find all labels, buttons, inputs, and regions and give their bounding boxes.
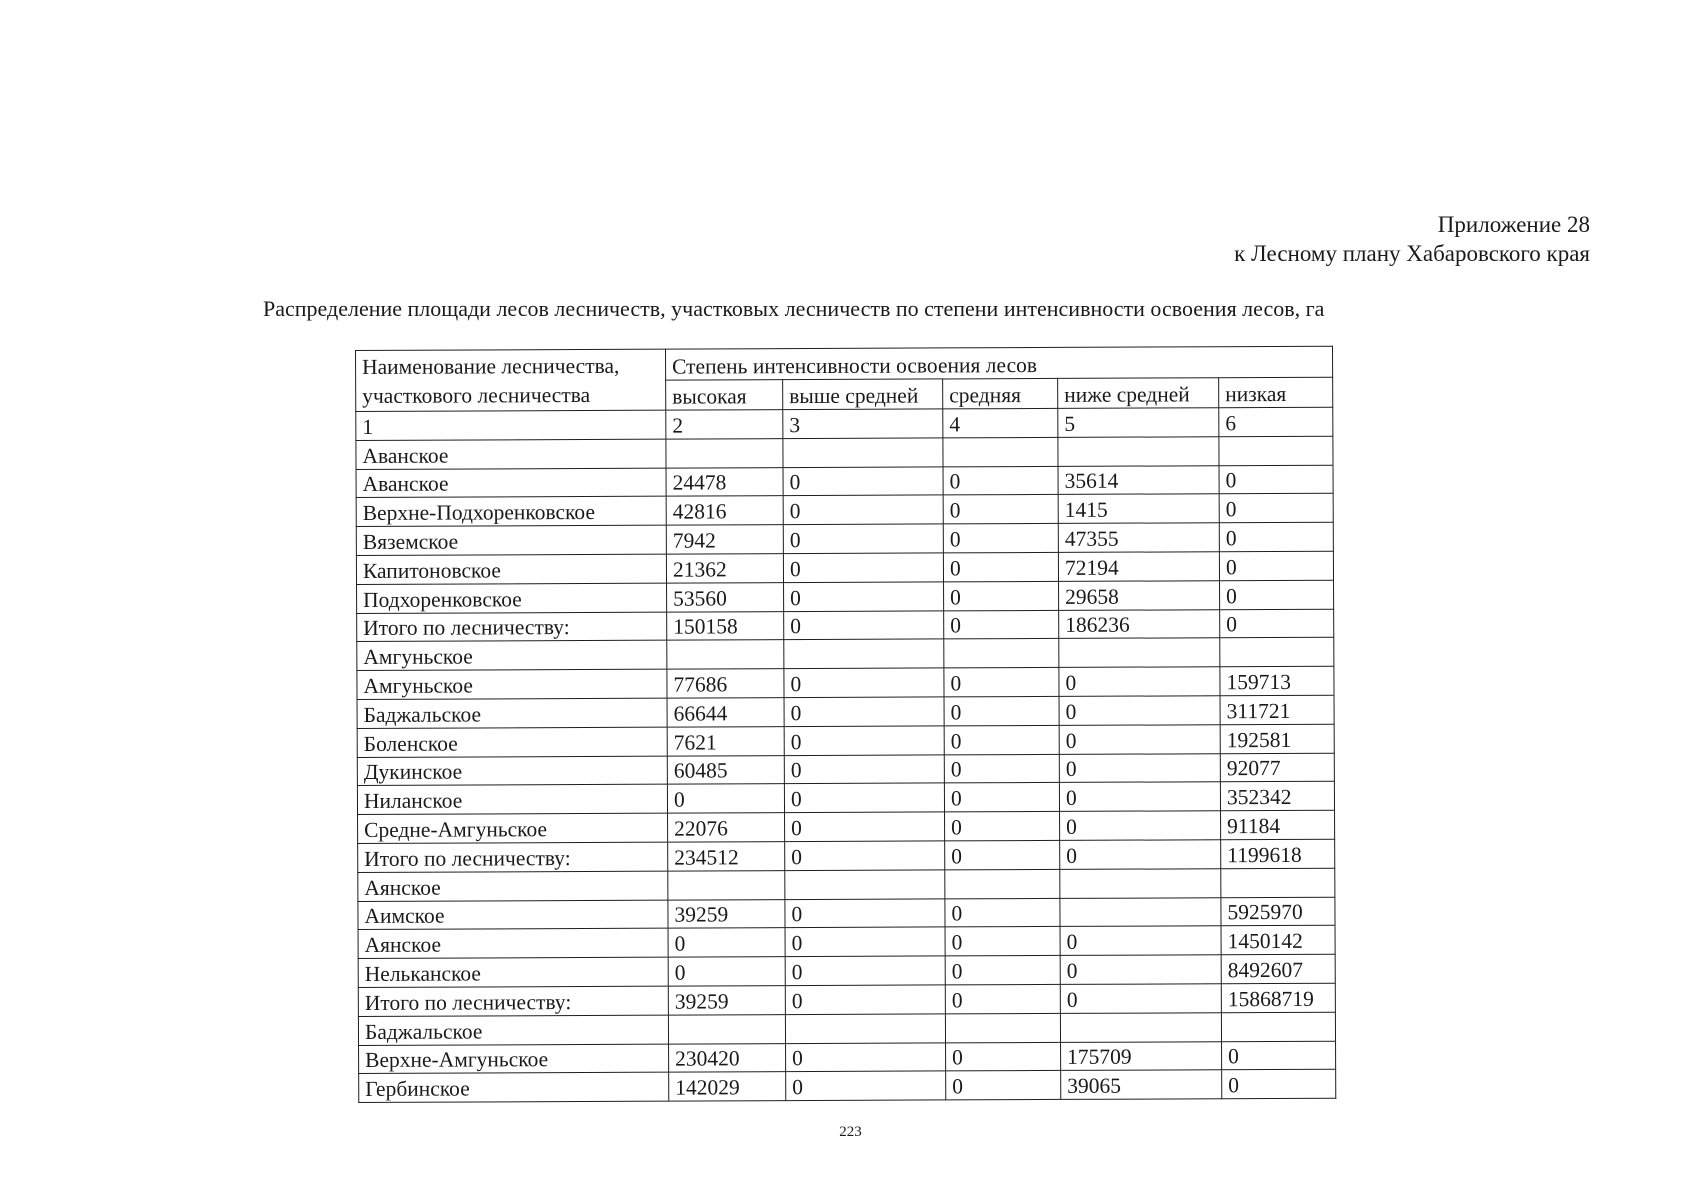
area-value-cell: 159713	[1220, 666, 1334, 695]
table-row	[357, 753, 1334, 786]
area-value-cell: 0	[785, 898, 945, 927]
area-value-cell: 186236	[1059, 609, 1220, 638]
area-value-cell: 0	[1219, 494, 1333, 523]
intensity-group-header: Степень интенсивности освоения лесов	[665, 346, 1332, 379]
area-value-cell: 0	[1220, 580, 1334, 609]
area-value-cell: 42816	[666, 496, 783, 525]
area-value-cell: 21362	[666, 554, 783, 583]
area-value-cell: 0	[784, 697, 944, 726]
name-column-header	[356, 349, 666, 411]
column-header-high: высокая	[666, 379, 783, 410]
area-value-cell: 0	[1059, 696, 1220, 725]
forestry-name-cell: Итого по лесничеству:	[358, 842, 668, 872]
area-value-cell: 234512	[668, 842, 785, 871]
area-value-cell	[1060, 868, 1221, 897]
forestry-name-cell: Верхне-Амгуньское	[359, 1044, 669, 1074]
area-value-cell: 35614	[1058, 465, 1219, 494]
area-value-cell: 352342	[1220, 782, 1334, 811]
area-value-cell: 66644	[667, 698, 784, 727]
area-value-cell: 0	[785, 956, 945, 985]
area-value-cell: 53560	[667, 582, 784, 611]
area-value-cell: 77686	[667, 669, 784, 698]
area-value-cell: 0	[784, 668, 944, 697]
area-value-cell	[1221, 868, 1335, 897]
area-value-cell: 0	[945, 812, 1060, 841]
area-value-cell: 0	[785, 841, 945, 870]
forestry-total-row	[358, 839, 1335, 872]
area-value-cell: 0	[1059, 753, 1220, 782]
area-value-cell: 0	[943, 524, 1058, 553]
area-value-cell	[783, 438, 943, 467]
area-value-cell	[1220, 638, 1334, 667]
area-value-cell: 0	[1222, 1070, 1336, 1099]
area-value-cell: 0	[783, 553, 943, 582]
area-value-cell: 0	[785, 812, 945, 841]
forest-intensity-table	[355, 346, 1336, 1103]
forestry-name-cell: Аимское	[358, 900, 668, 930]
area-value-cell	[668, 1014, 785, 1043]
area-value-cell: 0	[784, 611, 944, 640]
area-value-cell: 311721	[1220, 695, 1334, 724]
table-row	[358, 954, 1335, 987]
forestry-name-cell: Гербинское	[359, 1072, 669, 1102]
document-title: Распределение площади лесов лесничеств, участковых лесничеств по степени интенсивности освоения лесов, га	[263, 296, 1325, 321]
forestry-name-cell: Средне-Амгуньское	[358, 813, 668, 843]
area-value-cell: 0	[786, 1042, 946, 1071]
area-value-cell: 72194	[1058, 552, 1219, 581]
area-value-cell	[784, 639, 944, 668]
area-value-cell: 0	[1060, 984, 1221, 1013]
forestry-name-cell: Амгуньское	[357, 641, 667, 671]
column-number: 6	[1219, 407, 1333, 436]
area-value-cell: 7942	[666, 525, 783, 554]
area-value-cell: 0	[784, 582, 944, 611]
area-value-cell: 0	[1220, 609, 1334, 638]
forestry-name-cell: Ниланское	[357, 785, 667, 815]
area-value-cell: 0	[784, 726, 944, 755]
table-row	[357, 724, 1334, 757]
area-value-cell: 0	[668, 957, 785, 986]
area-value-cell: 22076	[668, 813, 785, 842]
table-row	[359, 1041, 1336, 1074]
column-header-average: средняя	[943, 378, 1058, 409]
area-value-cell	[945, 1013, 1060, 1042]
area-value-cell: 0	[668, 928, 785, 957]
area-value-cell: 0	[946, 1071, 1061, 1100]
area-value-cell: 0	[1059, 782, 1220, 811]
forestry-name-cell: Дукинское	[357, 756, 667, 786]
table-row	[357, 580, 1334, 613]
table-row	[358, 897, 1335, 930]
area-value-cell: 0	[944, 725, 1059, 754]
area-value-cell: 0	[945, 927, 1060, 956]
appendix-subtitle: к Лесному плану Хабаровского края	[1234, 241, 1590, 266]
area-value-cell: 0	[1060, 926, 1221, 955]
column-number: 4	[943, 408, 1058, 437]
name-header-line1: Наименование лесничества,	[362, 353, 620, 379]
column-number: 2	[666, 410, 783, 439]
forestry-name-cell: Баджальское	[358, 1015, 668, 1045]
forestry-total-row	[358, 983, 1335, 1016]
forestry-name-cell: Боленское	[357, 727, 667, 757]
table-row	[356, 522, 1333, 555]
area-value-cell: 0	[943, 466, 1058, 495]
area-value-cell: 91184	[1221, 810, 1335, 839]
forestry-name-cell: Итого по лесничеству:	[358, 986, 668, 1016]
area-value-cell: 0	[1060, 840, 1221, 869]
forestry-name-cell: Нельканское	[358, 957, 668, 987]
area-value-cell: 60485	[667, 755, 784, 784]
area-value-cell: 1450142	[1221, 926, 1335, 955]
table-row	[359, 1070, 1336, 1103]
table-row	[358, 810, 1335, 843]
forestry-name-cell: Капитоновское	[356, 554, 666, 584]
table-row	[357, 782, 1334, 815]
table-header-row	[356, 346, 1333, 381]
area-value-cell: 0	[786, 1071, 946, 1100]
column-header-below-average: ниже средней	[1058, 377, 1219, 408]
area-value-cell	[785, 1014, 945, 1043]
area-value-cell	[1060, 1012, 1221, 1041]
forestry-name-cell: Верхне-Подхоренковское	[356, 497, 666, 527]
forestry-group-row	[357, 638, 1334, 671]
forestry-total-row	[357, 609, 1334, 642]
area-value-cell: 0	[946, 1042, 1061, 1071]
area-value-cell: 1415	[1058, 494, 1219, 523]
area-value-cell: 29658	[1059, 581, 1220, 610]
area-value-cell: 0	[667, 784, 784, 813]
area-value-cell: 0	[1219, 465, 1333, 494]
area-value-cell	[943, 437, 1058, 466]
area-value-cell: 0	[1219, 522, 1333, 551]
area-value-cell: 5925970	[1221, 897, 1335, 926]
area-value-cell: 0	[945, 898, 1060, 927]
area-value-cell	[945, 869, 1060, 898]
column-number-row	[356, 407, 1333, 440]
area-value-cell: 0	[1222, 1041, 1336, 1070]
area-value-cell	[785, 870, 945, 899]
area-value-cell: 142029	[669, 1072, 786, 1101]
forestry-name-cell: Аванское	[356, 439, 666, 469]
table-body	[356, 346, 1336, 1102]
column-header-above-average: выше средней	[783, 378, 943, 409]
name-header-line2: участкового лесничества	[362, 382, 591, 408]
area-value-cell: 92077	[1220, 753, 1334, 782]
area-value-cell: 0	[1219, 551, 1333, 580]
page-number: 223	[839, 1124, 862, 1140]
forestry-name-cell: Амгуньское	[357, 669, 667, 699]
table-row	[356, 494, 1333, 527]
area-value-cell: 39259	[668, 899, 785, 928]
table-row	[356, 551, 1333, 584]
forestry-name-cell: Баджальское	[357, 698, 667, 728]
area-value-cell: 0	[783, 495, 943, 524]
area-value-cell	[1221, 1012, 1335, 1041]
area-value-cell	[1058, 437, 1219, 466]
area-value-cell: 15868719	[1221, 983, 1335, 1012]
area-value-cell	[666, 438, 783, 467]
area-value-cell: 0	[1060, 955, 1221, 984]
table-row	[357, 666, 1334, 699]
area-value-cell: 24478	[666, 467, 783, 496]
forestry-group-row	[356, 436, 1333, 469]
appendix-number: Приложение 28	[1437, 212, 1590, 237]
area-value-cell: 1199618	[1221, 839, 1335, 868]
forestry-group-row	[358, 1012, 1335, 1045]
forestry-name-cell: Аянское	[358, 928, 668, 958]
table-row	[358, 926, 1335, 959]
area-value-cell: 192581	[1220, 724, 1334, 753]
area-value-cell: 0	[944, 581, 1059, 610]
area-value-cell: 230420	[669, 1043, 786, 1072]
column-header-low: низкая	[1219, 377, 1333, 408]
area-value-cell: 0	[944, 668, 1059, 697]
area-value-cell: 0	[945, 840, 1060, 869]
area-value-cell: 175709	[1061, 1041, 1222, 1070]
area-value-cell: 0	[785, 927, 945, 956]
area-value-cell: 0	[1060, 811, 1221, 840]
area-value-cell: 0	[944, 783, 1059, 812]
table-row	[356, 465, 1333, 498]
area-value-cell: 0	[1059, 724, 1220, 753]
area-value-cell: 0	[783, 467, 943, 496]
area-value-cell	[667, 640, 784, 669]
area-value-cell: 47355	[1058, 523, 1219, 552]
appendix-header	[1234, 210, 1590, 268]
area-value-cell: 0	[944, 696, 1059, 725]
area-value-cell: 0	[784, 754, 944, 783]
area-value-cell: 0	[785, 985, 945, 1014]
forestry-name-cell: Аванское	[356, 468, 666, 498]
area-value-cell: 39259	[668, 986, 785, 1015]
area-value-cell: 0	[945, 984, 1060, 1013]
area-value-cell	[1059, 638, 1220, 667]
area-value-cell: 150158	[667, 611, 784, 640]
area-value-cell: 8492607	[1221, 954, 1335, 983]
area-value-cell: 0	[944, 754, 1059, 783]
table-row	[357, 695, 1334, 728]
area-value-cell: 0	[943, 552, 1058, 581]
area-value-cell: 0	[945, 956, 1060, 985]
area-value-cell: 0	[784, 783, 944, 812]
area-value-cell	[668, 870, 785, 899]
column-number: 1	[356, 410, 666, 440]
area-value-cell: 0	[1059, 667, 1220, 696]
area-value-cell: 7621	[667, 726, 784, 755]
area-value-cell: 0	[944, 610, 1059, 639]
area-value-cell: 0	[783, 524, 943, 553]
area-value-cell	[1219, 436, 1333, 465]
column-number: 3	[783, 409, 943, 438]
forestry-name-cell: Вяземское	[356, 525, 666, 555]
forestry-group-row	[358, 868, 1335, 901]
column-number: 5	[1058, 408, 1219, 437]
forestry-name-cell: Итого по лесничеству:	[357, 612, 667, 642]
forestry-name-cell: Аянское	[358, 871, 668, 901]
area-value-cell	[944, 639, 1059, 668]
area-value-cell: 39065	[1061, 1070, 1222, 1099]
area-value-cell: 0	[943, 495, 1058, 524]
area-value-cell	[1060, 897, 1221, 926]
forestry-name-cell: Подхоренковское	[357, 583, 667, 613]
